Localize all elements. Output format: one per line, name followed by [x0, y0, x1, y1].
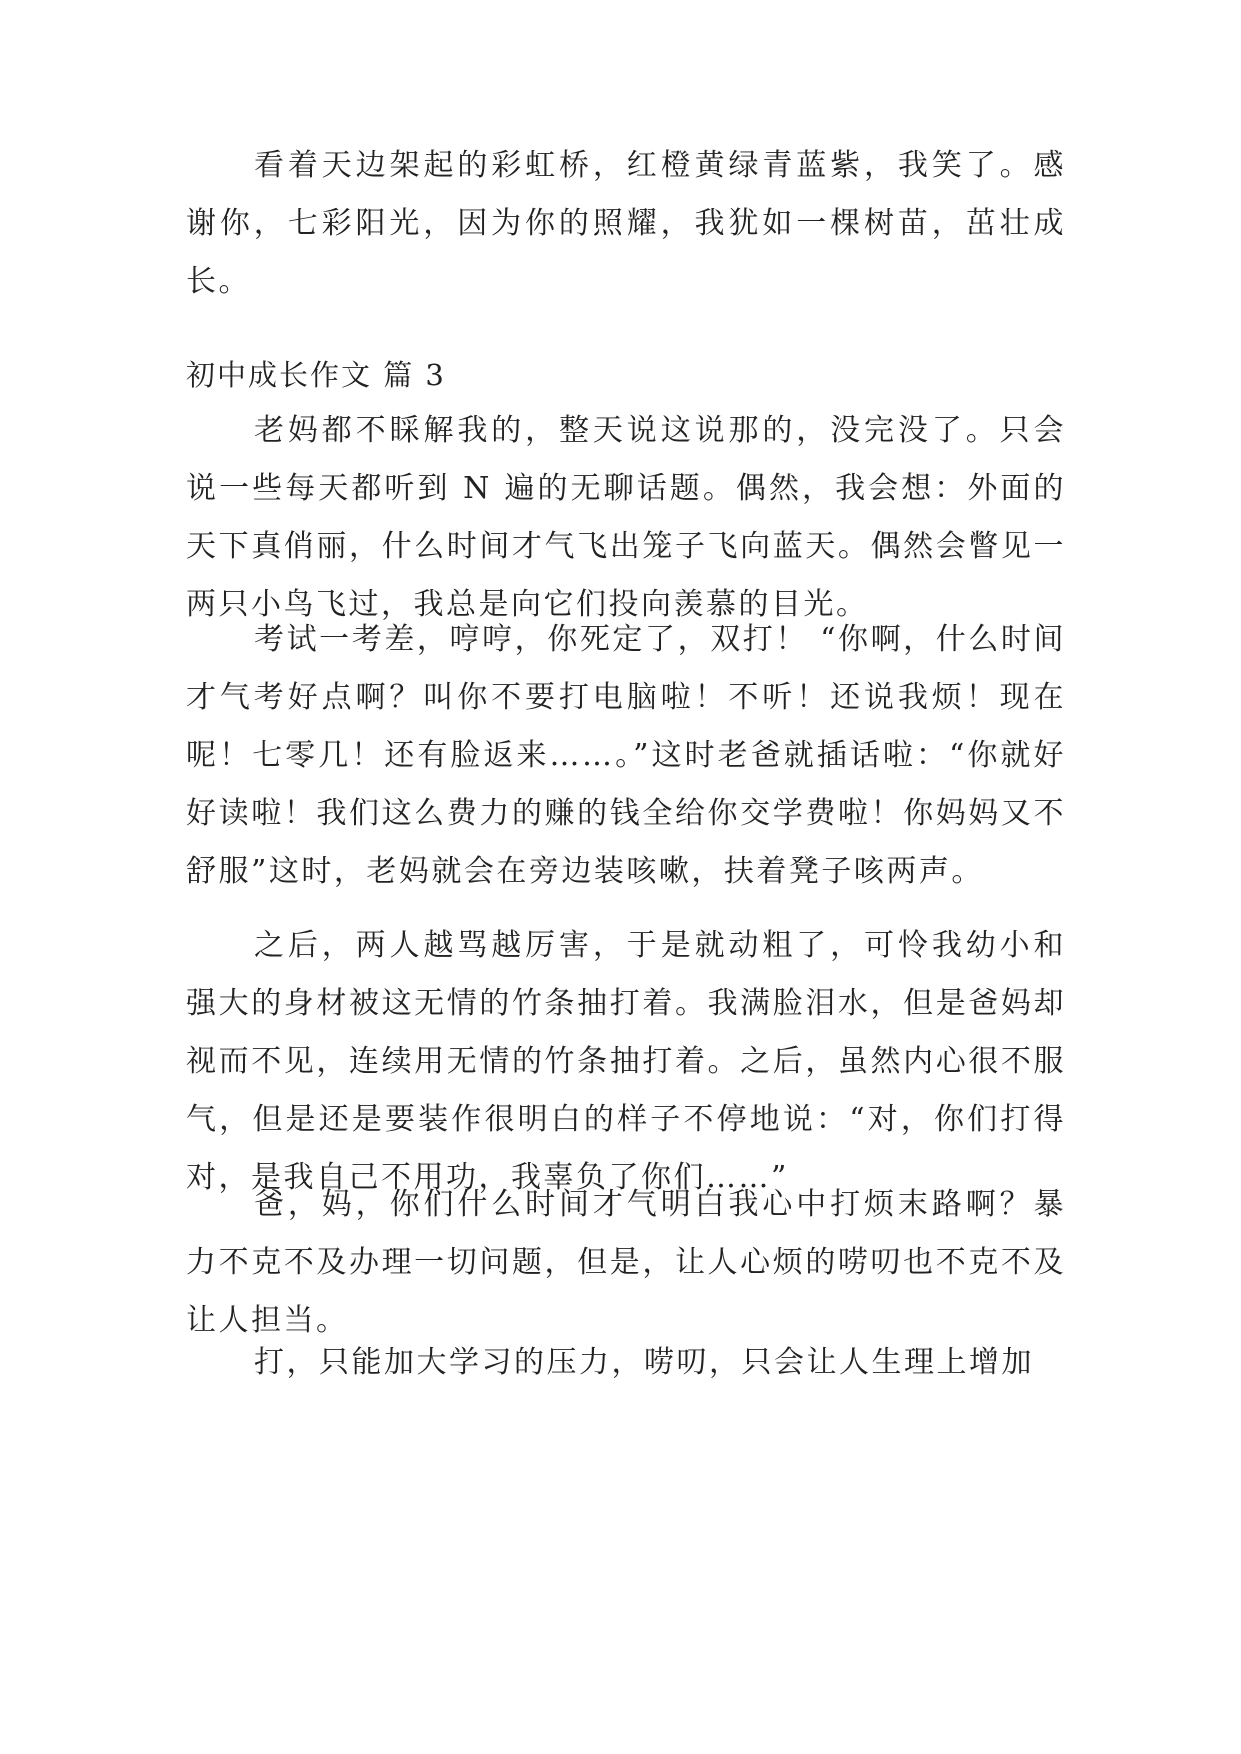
paragraph-1: 老妈都不睬解我的，整天说这说那的，没完没了。只会说一些每天都听到 N 遍的无聊话题。偶然，我会想：外面的天下真俏丽，什么时间才气飞出笼子飞向蓝天。偶然会瞥见一两只小鸟飞过，我总是向它们投向羡慕的目光。	[186, 413, 1066, 622]
paragraph-2: 考试一考差，哼哼，你死定了，双打！ “你啊，什么时间才气考好点啊？叫你不要打电脑啦！不听！还说我烦！现在呢！七零几！还有脸返来……。”这时老爸就插话啦：“你就好好读啦！我们这么费力的赚的钱全给你交学费啦！你妈妈又不舒服”这时，老妈就会在旁边装咳嗽，扶着凳子咳两声。	[186, 622, 1066, 889]
section-title: 初中成长作文 篇 3	[186, 358, 446, 392]
intro-paragraph: 看着天边架起的彩虹桥，红橙黄绿青蓝紫，我笑了。感谢你，七彩阳光，因为你的照耀，我犹如一棵树苗，茁壮成长。	[186, 148, 1066, 299]
paragraph-4: 爸，妈，你们什么时间才气明白我心中打烦末路啊？暴力不克不及办理一切问题，但是，让人心烦的唠叨也不克不及让人担当。	[186, 1187, 1066, 1338]
paragraph-5: 打，只能加大学习的压力，唠叨，只会让人生理上增加	[254, 1345, 1034, 1380]
paragraph-3: 之后，两人越骂越厉害，于是就动粗了，可怜我幼小和强大的身材被这无情的竹条抽打着。我满脸泪水，但是爸妈却视而不见，连续用无情的竹条抽打着。之后，虽然内心很不服气，但是还是要装作很明白的样子不停地说：“对，你们打得对，是我自己不用功，我辜负了你们……”	[186, 928, 1066, 1195]
